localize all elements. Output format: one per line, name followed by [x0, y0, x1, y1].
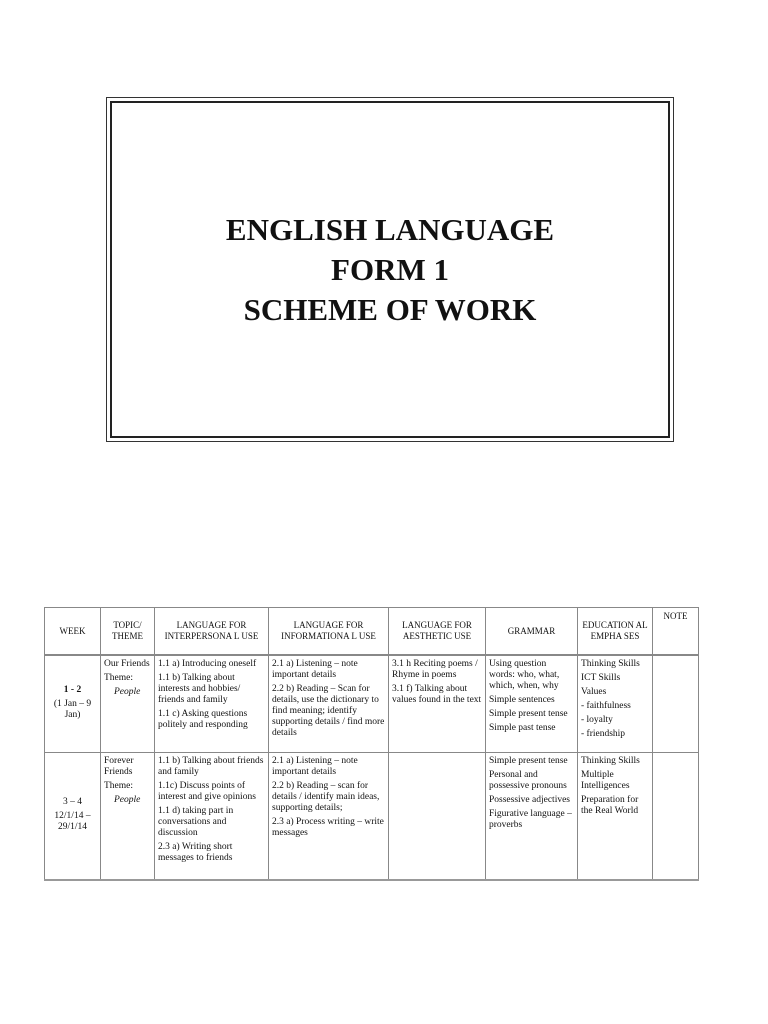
column-header: WEEK	[45, 608, 101, 656]
title-box	[106, 97, 674, 442]
title-line-3: SCHEME OF WORK	[243, 291, 537, 327]
grammar-item: Simple present tense	[489, 756, 568, 766]
column-header: LANGUAGE FOR AESTHETIC USE	[389, 608, 486, 656]
interpersonal-item: 1.1 c) Asking questions politely and responding	[158, 709, 248, 730]
week-dates: (1 Jan – 9 Jan)	[53, 698, 92, 720]
column-header: LANGUAGE FOR INFORMATIONA L USE	[269, 608, 389, 656]
theme: People	[114, 795, 141, 805]
title-line-1: ENGLISH LANGUAGE	[225, 211, 555, 247]
emphases-item: Multiple Intelligences	[581, 770, 630, 791]
scheme-table	[44, 607, 699, 881]
interpersonal-item: 1.1 d) taking part in conversations and discussion	[158, 806, 234, 838]
aesthetic-item: 3.1 f) Talking about values found in the text	[392, 684, 482, 705]
interpersonal-item: 2.3 a) Writing short messages to friends	[158, 842, 233, 863]
grammar-item: Figurative language – proverbs	[489, 809, 572, 830]
informational-item: 2.3 a) Process writing – write messages	[272, 817, 384, 838]
informational-item: 2.1 a) Listening – note important details	[272, 756, 358, 777]
table-row	[45, 655, 699, 753]
column-header: GRAMMAR	[486, 608, 578, 656]
aesthetic-item: 3.1 h Reciting poems / Rhyme in poems	[392, 659, 478, 680]
column-header: EDUCATION AL EMPHA SES	[578, 608, 653, 656]
theme-label: Theme:	[104, 673, 134, 683]
grammar-item: Possessive adjectives	[489, 795, 571, 805]
title-line-2: FORM 1	[331, 251, 449, 287]
column-header: TOPIC/ THEME	[101, 608, 155, 656]
informational-item: 2.2 b) Reading – Scan for details, use the dictionary to find meaning; identify supporting details / find more details	[272, 684, 385, 738]
emphases-item: Thinking Skills	[581, 756, 640, 766]
emphases-item: - faithfulness	[581, 701, 631, 711]
week-number: 1 - 2	[63, 684, 82, 695]
interpersonal-item: 1.1 a) Introducing oneself	[158, 659, 257, 669]
theme: People	[114, 687, 141, 697]
table-row	[45, 753, 699, 881]
column-header: NOTE	[653, 608, 699, 656]
grammar-item: Simple present tense	[489, 709, 568, 719]
grammar-item: Simple past tense	[489, 723, 556, 733]
week-number: 3 – 4	[63, 796, 82, 807]
informational-item: 2.1 a) Listening – note important details	[272, 659, 358, 680]
week-dates: 12/1/14 – 29/1/14	[54, 810, 91, 832]
emphases-item: Preparation for the Real World	[581, 795, 639, 816]
interpersonal-item: 1.1 b) Talking about interests and hobbies/ friends and family	[158, 673, 241, 705]
grammar-item: Personal and possessive pronouns	[489, 770, 567, 791]
emphases-item: Values	[581, 687, 607, 697]
informational-item: 2.2 b) Reading – scan for details / identify main ideas, supporting details;	[272, 781, 380, 813]
interpersonal-item: 1.1c) Discuss points of interest and give opinions	[158, 781, 256, 802]
topic: Our Friends	[104, 659, 150, 669]
grammar-item: Simple sentences	[489, 695, 555, 705]
topic: Forever Friends	[104, 756, 134, 777]
column-header: LANGUAGE FOR INTERPERSONA L USE	[155, 608, 269, 656]
theme-label: Theme:	[104, 781, 134, 791]
emphases-item: - loyalty	[581, 715, 613, 725]
interpersonal-item: 1.1 b) Talking about friends and family	[158, 756, 264, 777]
emphases-item: Thinking Skills	[581, 659, 640, 669]
grammar-item: Using question words: who, what, which, when, why	[489, 659, 560, 691]
emphases-item: ICT Skills	[581, 673, 621, 683]
emphases-item: - friendship	[581, 729, 626, 739]
